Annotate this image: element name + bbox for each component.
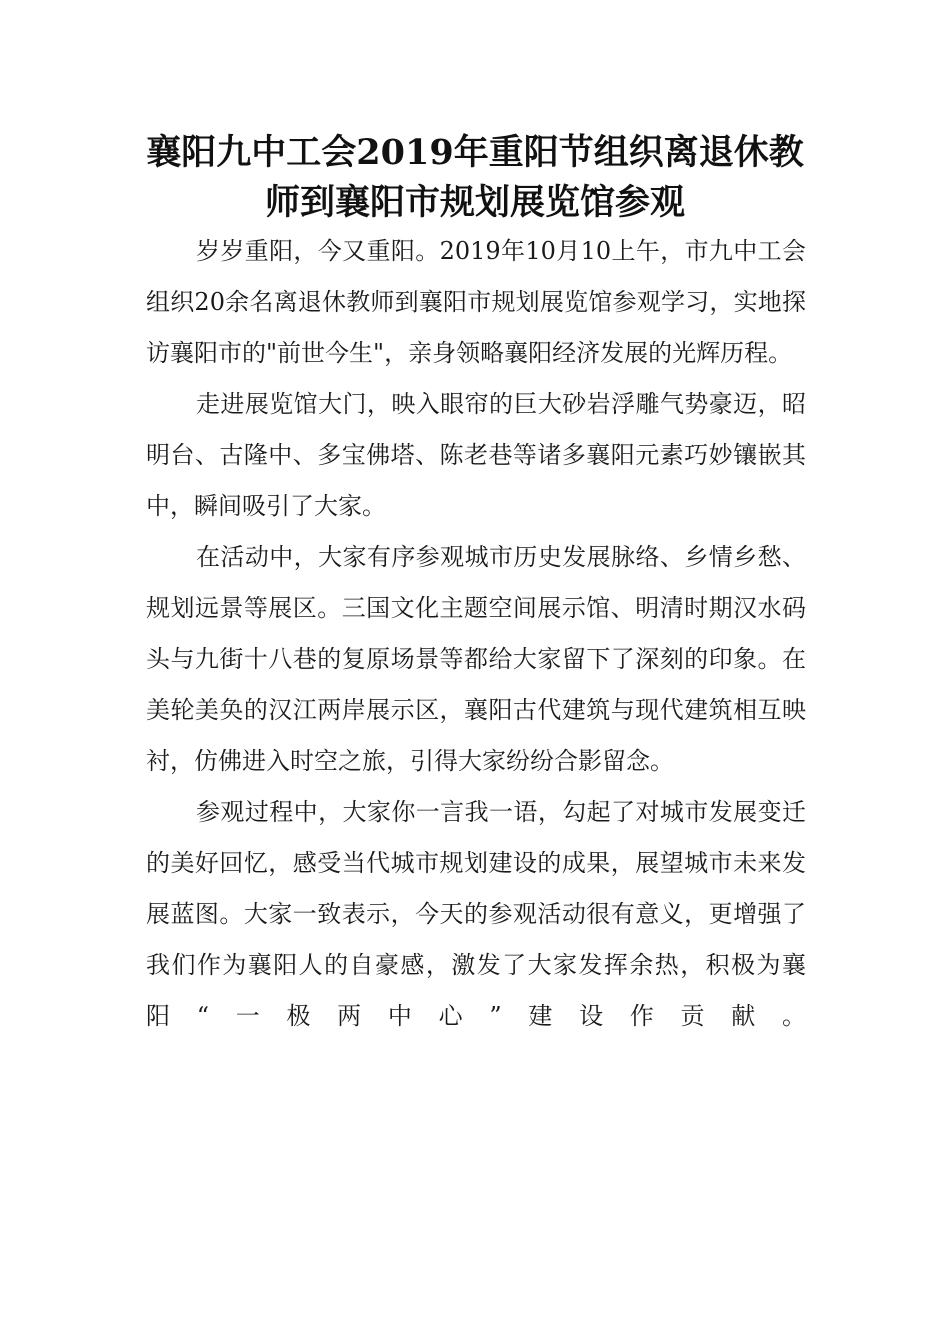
paragraph-2: 走进展览馆大门，映入眼帘的巨大砂岩浮雕气势豪迈，昭明台、古隆中、多宝佛塔、陈老巷等诸多襄阳元素巧妙镶嵌其中，瞬间吸引了大家。 [146, 390, 806, 520]
paragraph-4: 参观过程中，大家你一言我一语，勾起了对城市发展变迁的美好回忆，感受当代城市规划建设的成果，展望城市未来发展蓝图。大家一致表示，今天的参观活动很有意义，更增强了我们作为襄阳人的自豪感，激发了大家发挥余热，积极为襄阳“一极两中心”建设作贡献。 [146, 798, 806, 1030]
paragraph-1: 岁岁重阳，今又重阳。2019年10月10上午，市九中工会组织20余名离退休教师到襄阳市规划展览馆参观学习，实地探访襄阳市的"前世今生"，亲身领略襄阳经济发展的光辉历程。 [146, 237, 806, 367]
document-body [146, 226, 806, 1042]
paragraph-3: 在活动中，大家有序参观城市历史发展脉络、乡情乡愁、规划远景等展区。三国文化主题空间展示馆、明清时期汉水码头与九街十八巷的复原场景等都给大家留下了深刻的印象。在美轮美奂的汉江两岸展示区，襄阳古代建筑与现代建筑相互映衬，仿佛进入时空之旅，引得大家纷纷合影留念。 [146, 543, 806, 775]
document-title: 襄阳九中工会2019年重阳节组织离退休教师到襄阳市规划展览馆参观 [146, 132, 804, 223]
